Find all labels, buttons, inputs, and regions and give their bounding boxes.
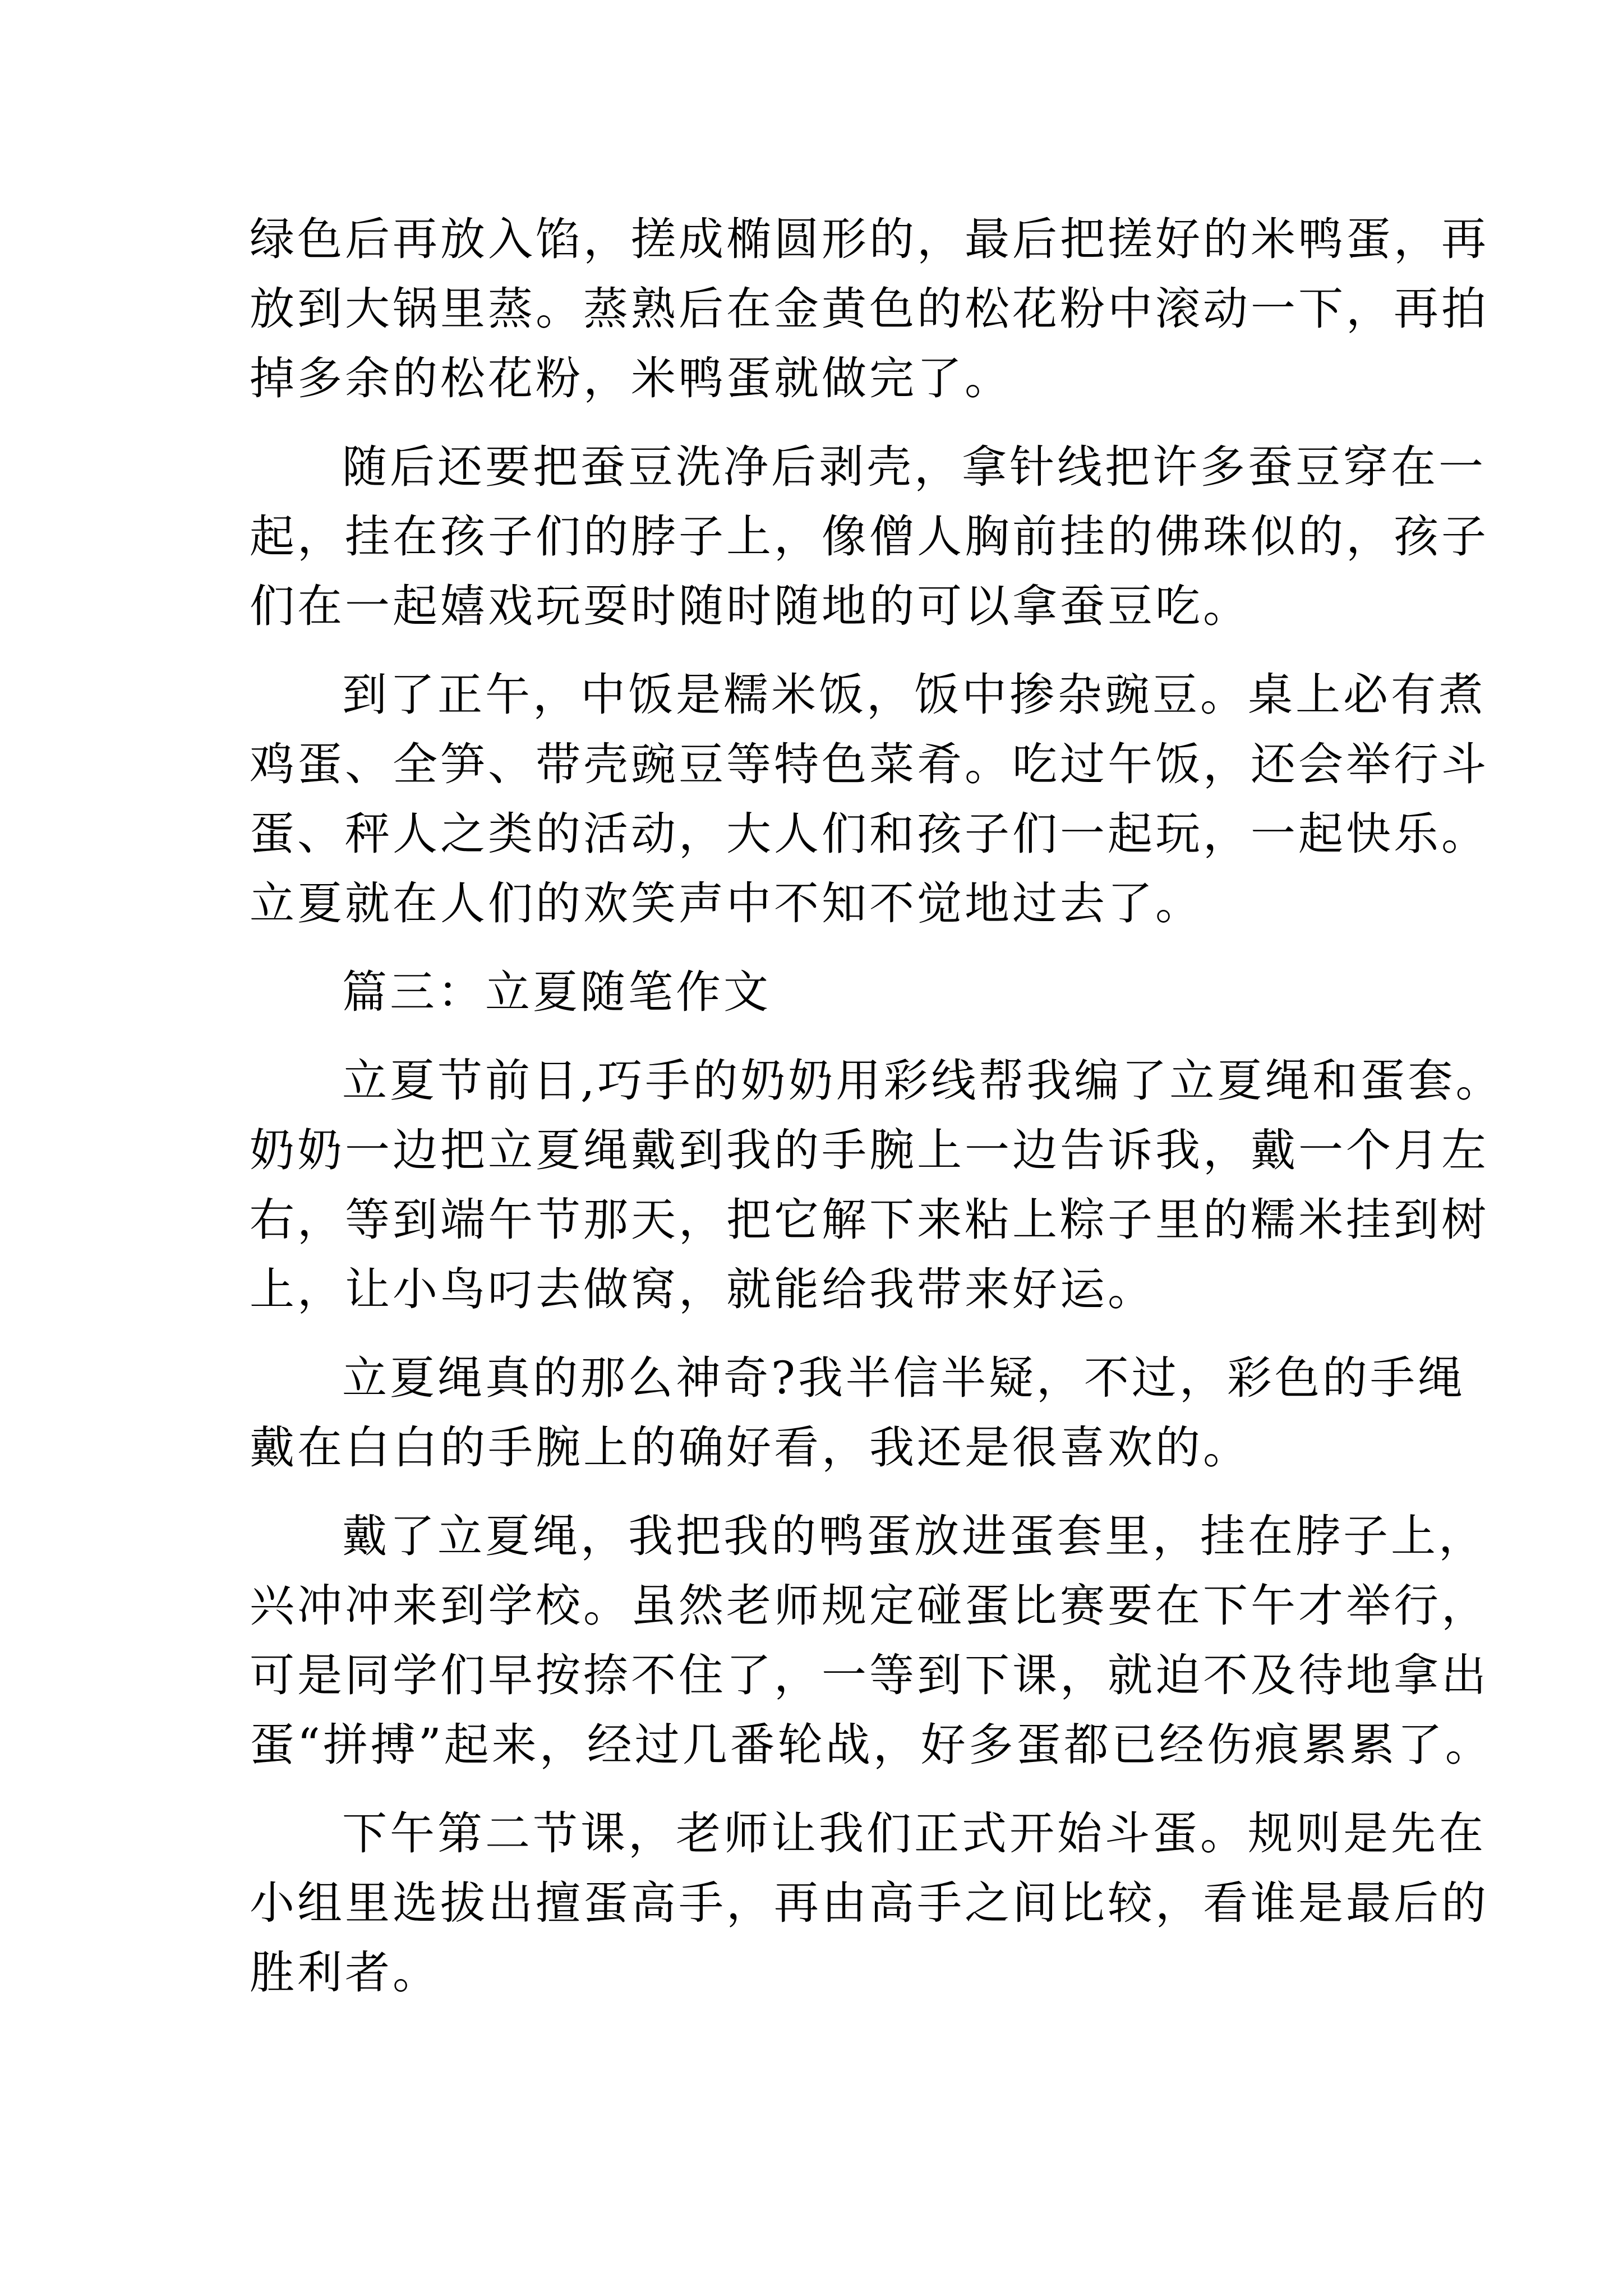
paragraph [250, 205, 1489, 413]
text-line: 起，挂在孩子们的脖子上，像僧人胸前挂的佛珠似的，孩子 [250, 510, 1489, 563]
text-line: 鸡蛋、全笋、带壳豌豆等特色菜肴。吃过午饭，还会举行斗 [250, 738, 1489, 790]
paragraph [250, 1799, 1489, 2008]
document-body [250, 205, 1504, 2008]
text-line: 奶奶一边把立夏绳戴到我的手腕上一边告诉我，戴一个月左 [250, 1124, 1489, 1176]
text-line: 随后还要把蚕豆洗净后剥壳，拿针线把许多蚕豆穿在一 [342, 441, 1486, 493]
paragraph [250, 660, 1489, 938]
text-line: 立夏绳真的那么神奇?我半信半疑，不过，彩色的手绳 [342, 1352, 1465, 1404]
heading-text: 篇三：立夏随笔作文 [342, 966, 771, 1018]
paragraph [250, 1046, 1504, 1324]
text-line: 戴在白白的手腕上的确好看，我还是很喜欢的。 [250, 1421, 1251, 1474]
text-line: 右，等到端午节那天，把它解下来粘上粽子里的糯米挂到树 [250, 1194, 1489, 1246]
text-line: 立夏就在人们的欢笑声中不知不觉地过去了。 [250, 877, 1203, 930]
text-line: 下午第二节课，老师让我们正式开始斗蛋。规则是先在 [342, 1807, 1486, 1860]
text-line: 胜利者。 [250, 1947, 440, 1999]
text-line: 蛋“拼搏”起来，经过几番轮战，好多蛋都已经伤痕累累了。 [250, 1719, 1493, 1771]
text-line: 放到大锅里蒸。蒸熟后在金黄色的松花粉中滚动一下，再拍 [250, 283, 1489, 335]
text-line: 戴了立夏绳，我把我的鸭蛋放进蛋套里，挂在脖子上， [342, 1510, 1486, 1562]
text-line: 绿色后再放入馅，搓成椭圆形的，最后把搓好的米鸭蛋，再 [250, 213, 1489, 265]
text-line: 掉多余的松花粉，米鸭蛋就做完了。 [250, 352, 1012, 404]
section-heading [250, 958, 1399, 1027]
paragraph [250, 1502, 1493, 1780]
text-line: 到了正午，中饭是糯米饭，饭中掺杂豌豆。桌上必有煮 [342, 669, 1486, 721]
text-line: 立夏节前日,巧手的奶奶用彩线帮我编了立夏绳和蛋套。 [342, 1055, 1504, 1107]
text-line: 小组里选拔出擅蛋高手，再由高手之间比较，看谁是最后的 [250, 1877, 1489, 1929]
text-line: 蛋、秤人之类的活动，大人们和孩子们一起玩，一起快乐。 [250, 808, 1489, 860]
text-line: 上，让小鸟叼去做窝，就能给我带来好运。 [250, 1263, 1155, 1315]
text-line: 兴冲冲来到学校。虽然老师规定碰蛋比赛要在下午才举行， [250, 1580, 1489, 1632]
paragraph [250, 432, 1489, 641]
text-line: 可是同学们早按捺不住了，一等到下课，就迫不及待地拿出 [250, 1649, 1489, 1701]
text-line: 们在一起嬉戏玩耍时随时随地的可以拿蚕豆吃。 [250, 580, 1251, 632]
paragraph [250, 1343, 1465, 1483]
